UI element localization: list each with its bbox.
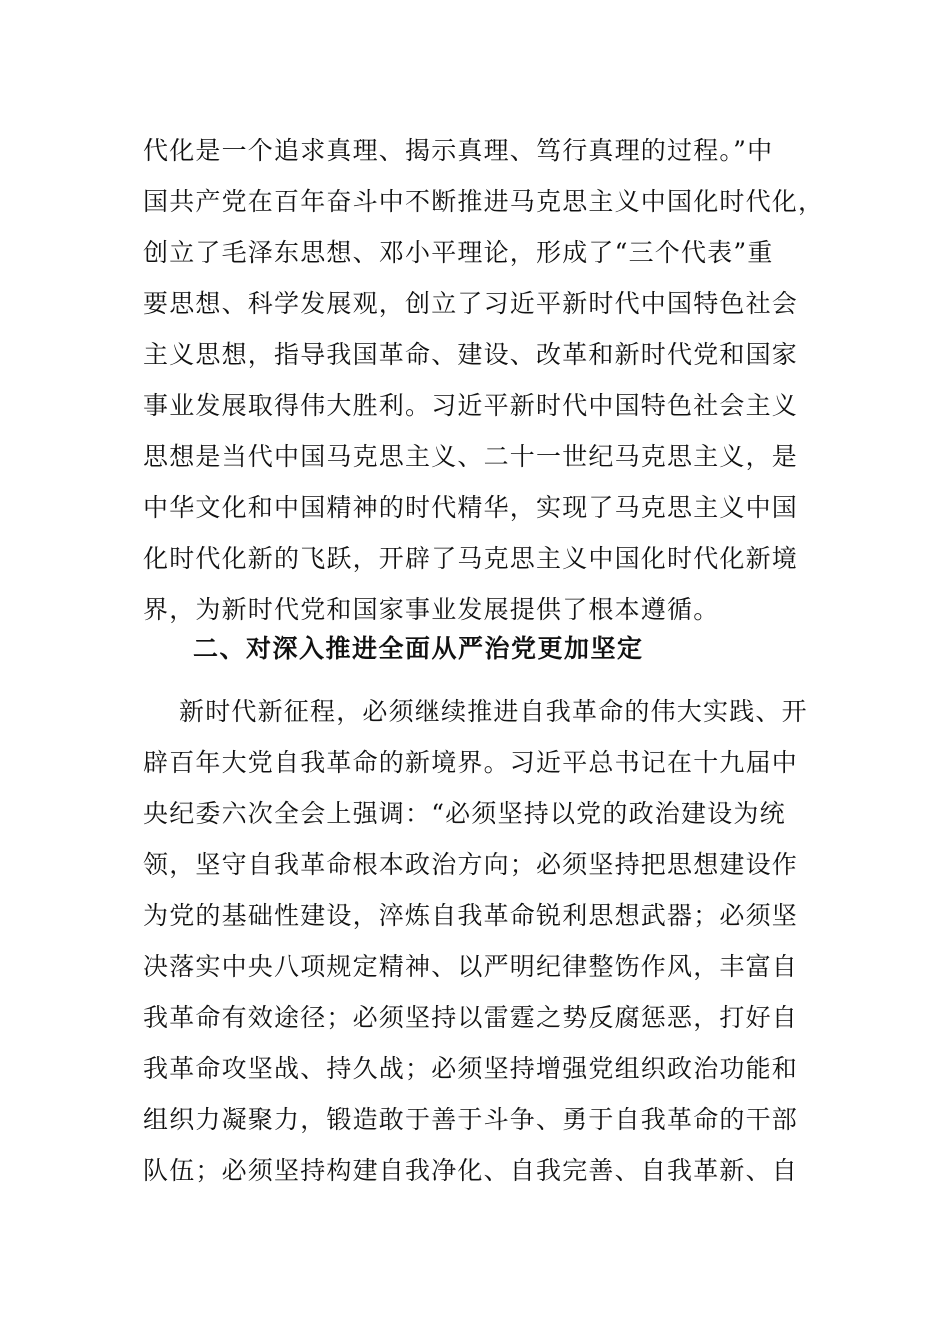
paragraph-line: 决落实中央八项规定精神、以严明纪律整饬作风，丰富自 (143, 952, 799, 981)
paragraph-line: 组织力凝聚力，锻造敢于善于斗争、勇于自我革命的干部 (143, 1105, 799, 1134)
paragraph-line: 事业发展取得伟大胜利。习近平新时代中国特色社会主义 (143, 391, 799, 420)
paragraph-line: 界，为新时代党和国家事业发展提供了根本遵循。 (143, 595, 720, 624)
paragraph-line: 新时代新征程，必须继续推进自我革命的伟大实践、开 (179, 697, 808, 726)
paragraph-line: 为党的基础性建设，淬炼自我革命锐利思想武器；必须坚 (143, 901, 799, 930)
paragraph-line: 辟百年大党自我革命的新境界。习近平总书记在十九届中 (143, 748, 799, 777)
paragraph-line: 队伍；必须坚持构建自我净化、自我完善、自我革新、自 (143, 1156, 799, 1185)
section-heading: 二、对深入推进全面从严治党更加坚定 (193, 634, 644, 663)
paragraph-line: 要思想、科学发展观，创立了习近平新时代中国特色社会 (143, 289, 799, 318)
paragraph-line: 代化是一个追求真理、揭示真理、笃行真理的过程。”中 (143, 136, 774, 165)
paragraph-line: 中华文化和中国精神的时代精华，实现了马克思主义中国 (143, 493, 799, 522)
paragraph-line: 领，坚守自我革命根本政治方向；必须坚持把思想建设作 (143, 850, 799, 879)
paragraph-line: 思想是当代中国马克思主义、二十一世纪马克思主义，是 (143, 442, 799, 471)
paragraph-line: 化时代化新的飞跃，开辟了马克思主义中国化时代化新境 (143, 544, 799, 573)
paragraph-line: 央纪委六次全会上强调：“必须坚持以党的政治建设为统 (143, 799, 786, 828)
paragraph-line: 主义思想，指导我国革命、建设、改革和新时代党和国家 (143, 340, 799, 369)
paragraph-line: 我革命有效途径；必须坚持以雷霆之势反腐惩恶，打好自 (143, 1003, 799, 1032)
paragraph-line: 国共产党在百年奋斗中不断推进马克思主义中国化时代化， (143, 187, 825, 216)
paragraph-line: 创立了毛泽东思想、邓小平理论，形成了“三个代表”重 (143, 238, 774, 267)
paragraph-line: 我革命攻坚战、持久战；必须坚持增强党组织政治功能和 (143, 1054, 799, 1083)
